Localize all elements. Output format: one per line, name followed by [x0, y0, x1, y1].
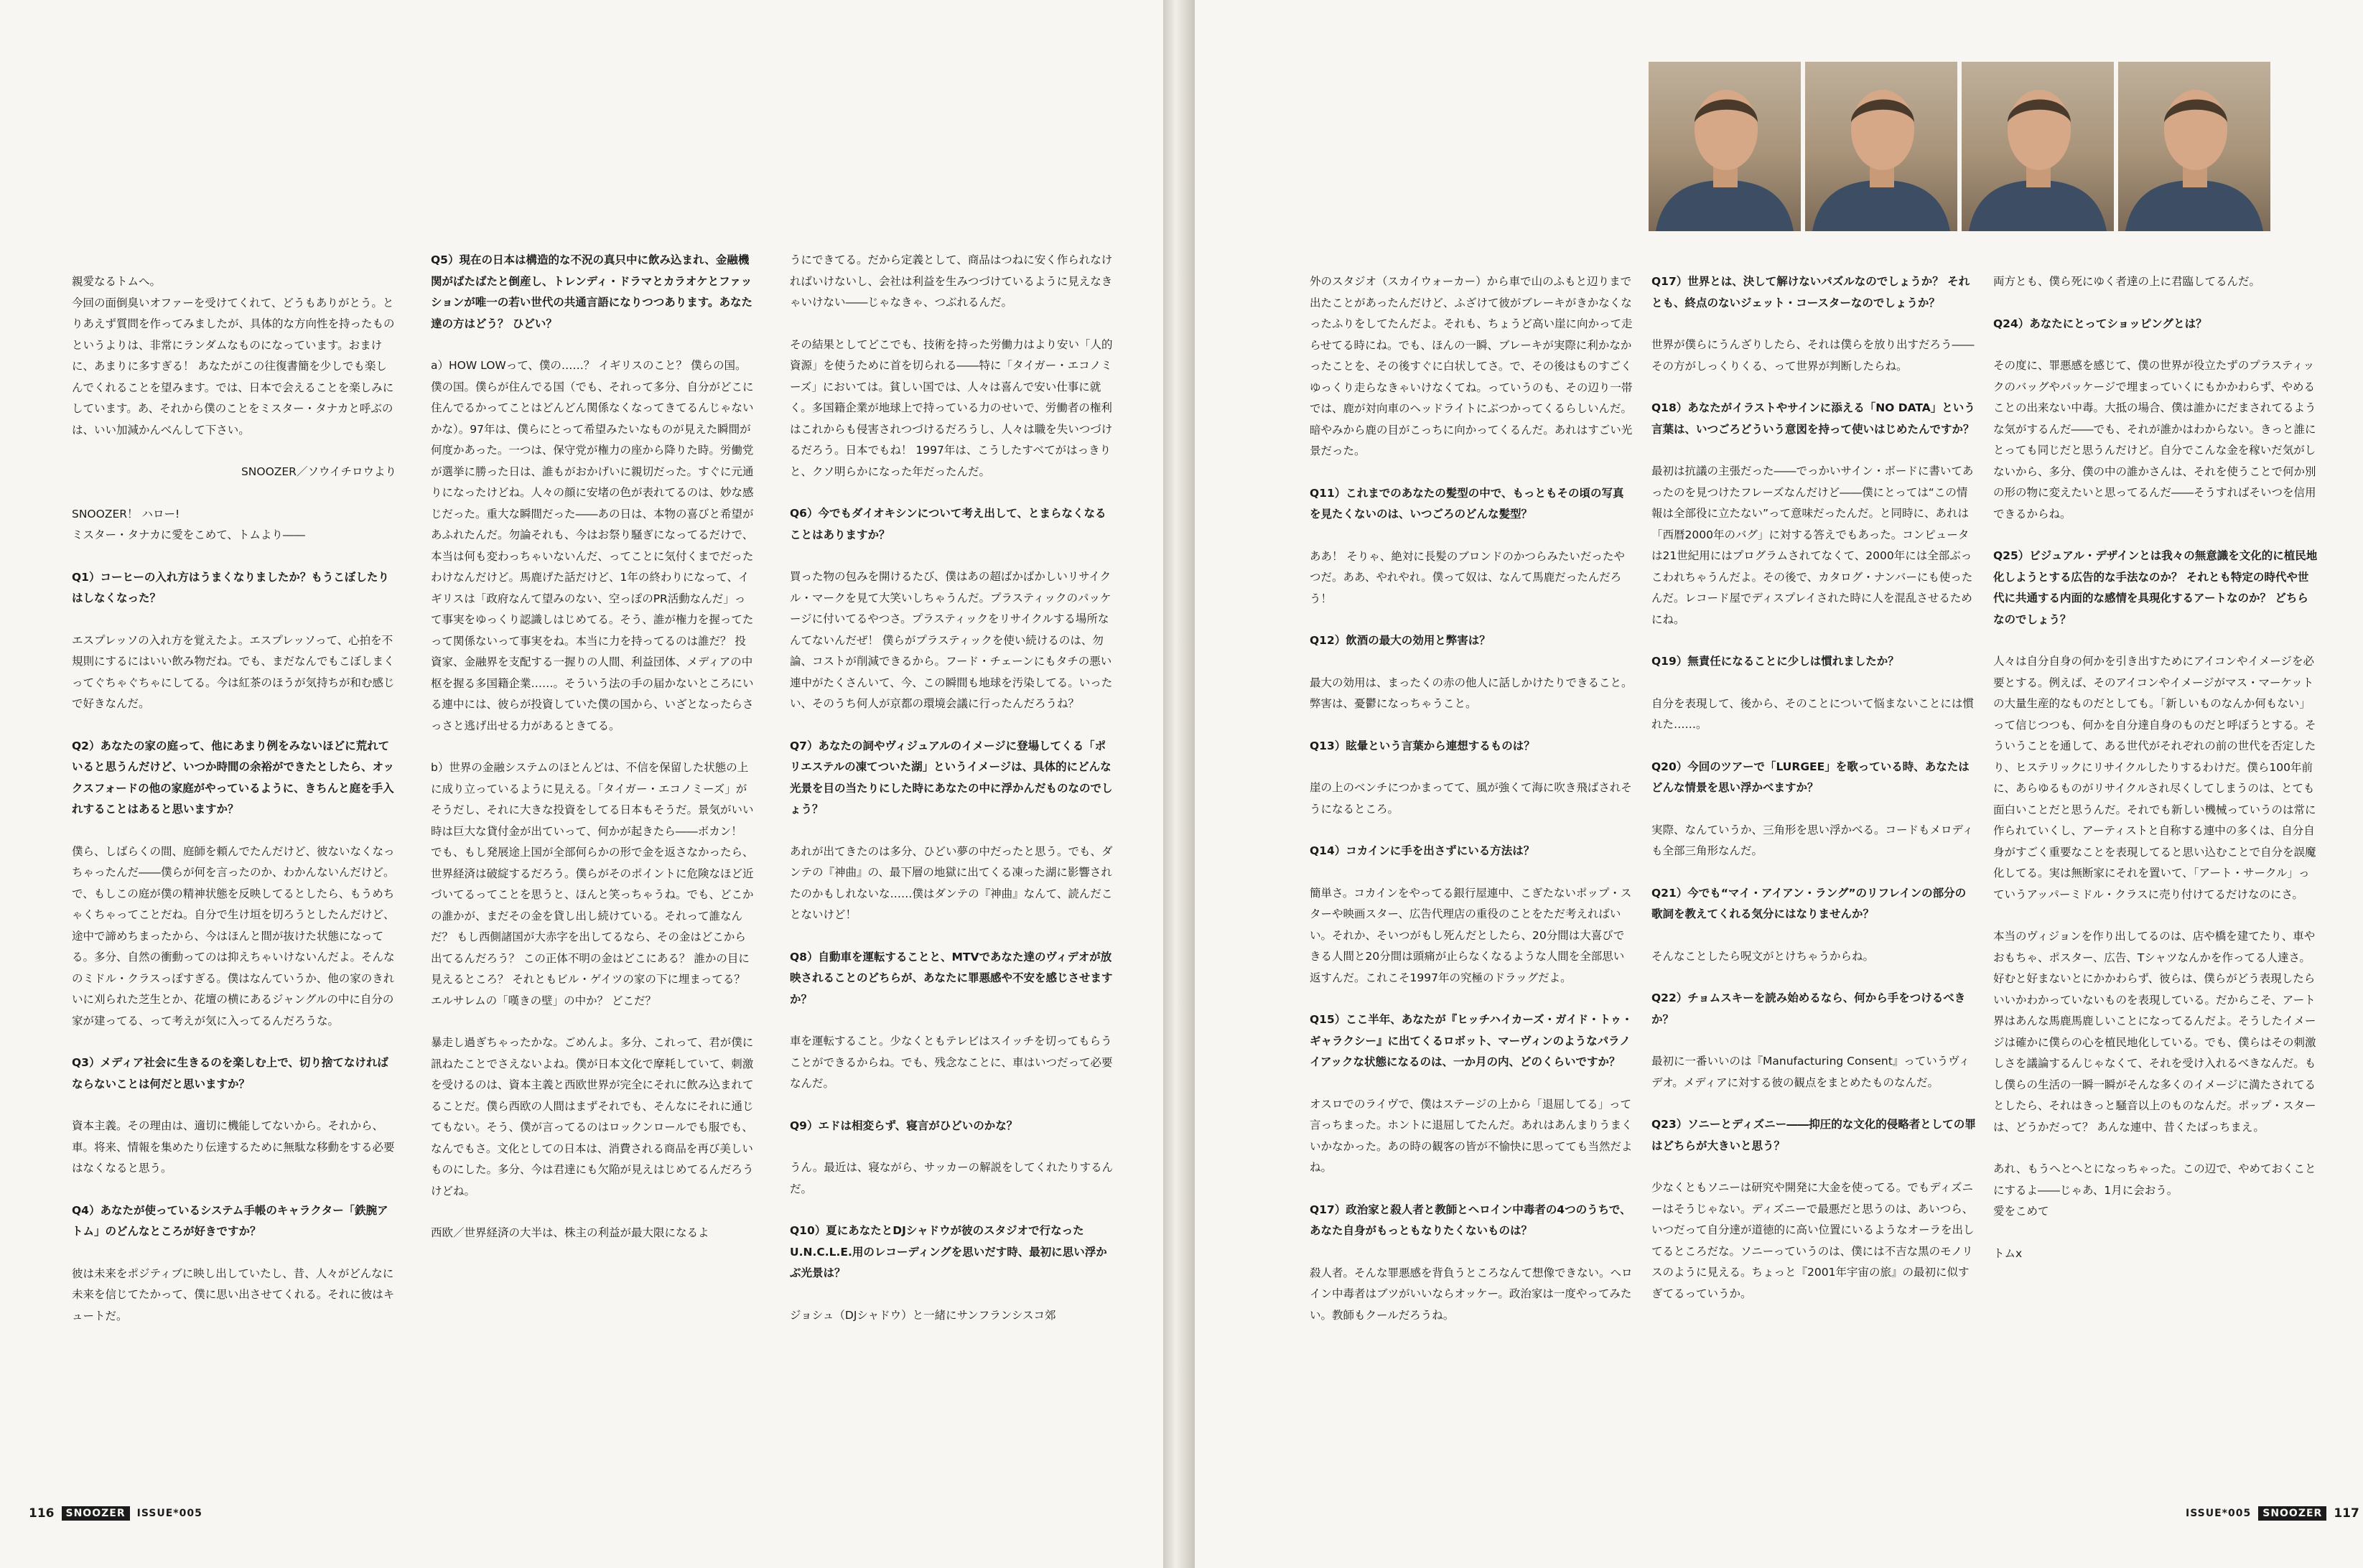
issue-label: ISSUE*005 [2186, 1508, 2252, 1519]
body-paragraph: 世界が僕らにうんざりしたら、それは僕らを放り出すだろう――その方がしっくりくる、って世界が判断したらね。 [1651, 338, 1975, 373]
question-text: Q11）これまでのあなたの髪型の中で、もっともその頃の写真を見たくないのは、いつごろのどんな髪型？ [1310, 486, 1624, 521]
body-paragraph: うん。最近は、寝ながら、サッカーの解説をしてくれたりするんだ。 [790, 1161, 1114, 1195]
body-paragraph: 外のスタジオ（スカイウォーカー）から車で山のふもと辺りまで出たことがあったんだけど、ふざけて彼がブレーキがきかなくなったふりをしてたんだよ。それも、ちょうど高い崖に向かって走らせてる時にね。でも、ほんの一瞬、ブレーキが実際に利かなかったことを、その後すぐに白状してさ。で、その後はものすごくゆっくり走らなきゃいけなくてね。っていうのも、その辺り一帯では、鹿が対向車のヘッドライトにぶつかってくるらしいんだ。暗やみから鹿の目がこっちに向かってくるんだ。あれはすごい光景だった。 [1310, 275, 1633, 457]
body-paragraph: あれ、もうへとへとになっちゃった。この辺で、やめておくことにするよ――じゃあ、1月に会おう。 愛をこめて [1993, 1162, 2316, 1218]
question-text: Q20）今回のツアーで「LURGEE」を歌っている時、あなたはどんな情景を思い浮かべますか？ [1651, 760, 1970, 794]
question-text: Q18）あなたがイラストやサインに添える「NO DATA」という言葉は、いつごろどういう意図を持って使いはじめたんですか？ [1651, 401, 1975, 436]
body-paragraph: そんなことしたら呪文がとけちゃうからね。 [1651, 949, 1875, 963]
page-number: 117 [2334, 1506, 2359, 1521]
question-text: Q2）あなたの家の庭って、他にあまり例をみないほどに荒れていると思うんだけど、いつか時間の余裕ができたとしたら、オックスフォードの他の家庭がやっているように、きちんと庭を手入れすることはあると思いますか？ [72, 739, 395, 816]
left-folio [29, 1506, 202, 1521]
right-column-1 [1310, 271, 1634, 1347]
question-text: Q8）自動車を運転することと、MTVであなた達のヴィデオが放映されることのどちらが、あなたに罪悪感や不安を感じさせますか？ [790, 950, 1113, 1006]
right-page [1195, 0, 2363, 1568]
question-text: Q7）あなたの詞やヴィジュアルのイメージに登場してくる「ポリエステルの凍てついた湖」というイメージは、具体的にどんな光景を目の当たりにした時にあなたの中に浮かんだものなのでしょう？ [790, 739, 1113, 816]
question-text: Q4）あなたが使っているシステム手帳のキャラクター「鉄腕アトム」のどんなところが好きですか？ [72, 1203, 388, 1238]
portrait-figure [1962, 62, 2114, 231]
question-text: Q5）現在の日本は構造的な不況の真只中に飲み込まれ、金融機関がばたばたと倒産し、トレンディ・ドラマとカラオケとファッションが唯一の若い世代の共通言語になりつつあります。あなた達の方はどう？ ひどい？ [431, 253, 752, 330]
portrait-figure [1805, 62, 1957, 231]
portrait-figure [2118, 62, 2270, 231]
body-paragraph: 殺人者。そんな罪悪感を背負うところなんて想像できない。ヘロイン中毒者はブツがいいならオッケー。政治家は一度やってみたい。教師もクールだろうね。 [1310, 1266, 1633, 1322]
spine-gutter [1163, 0, 1195, 1568]
body-paragraph: 本当のヴィジョンを作り出してるのは、店や橋を建てたり、車やおもちゃ、ポスター、広告、Tシャツなんかを作ってる人達さ。好むと好まないとにかかわらず、彼らは、僕らがどう表現したらいいかわかっていないものを表現している。だからこそ、アート界はあんな馬鹿馬鹿しいことになってるんだよ。そうしたイメージは確かに僕らの心を植民地化している。でも、僕らはその刺激しさを議論するんじゃなくて、それを受け入れるべきなんだ。もし僕らの生活の一瞬一瞬がそんな多くのイメージに満たされてるとしたら、それはきっと騒音以上のものなんだ。ポップ・スターは、どうかだって？ あんな連中、昔くたばっちまえ。 [1993, 930, 2316, 1134]
body-paragraph: 最初に一番いいのは『Manufacturing Consent』っていうヴィデオ。メディアに対する彼の観点をまとめたものなんだ。 [1651, 1055, 1970, 1089]
body-paragraph: b）世界の金融システムのほとんどは、不信を保留した状態の上に成り立っているように見える。「タイガー・エコノミーズ」がそうだし、それに大きな投資をしてる日本もそうだ。景気がいい時は巨大な貸付金が出ていって、何かが起きたら――ボカン！ でも、もし発展途上国が全部何らかの形で金を返さなかったら、世界経済は破綻するだろう。僕らがそのポイントに危険なほど近づいてるってことを思うと、ほんと笑っちゃうね。でも、どこかの誰かが、まだその金を貸し出し続けている。それって誰なんだ？ もし西側諸国が大赤字を出してるなら、その金はどこから出てるんだろう？ この正体不明の金はどこにある？ 誰かの目に見えるところ？ それともビル・ゲイツの家の下に埋まってる？ エルサレムの「嘆きの壁」の中か？ どこだ？ [431, 761, 754, 1007]
question-text: Q21）今でも“マイ・アイアン・ラング”のリフレインの部分の歌詞を教えてくれる気分にはなりませんか？ [1651, 886, 1967, 920]
left-page [0, 0, 1163, 1568]
brand-logo: SNOOZER [62, 1506, 130, 1521]
body-paragraph: 買った物の包みを開けるたび、僕はあの超ばかばかしいリサイクル・マークを見て大笑いしちゃうんだ。プラスティックのパッケージに付いてるやつさ。プラスティックをリサイクルする場所なんてないんだぜ！ 僕らがプラスティックを使い続けるのは、勿論、コストが削減できるから。フード・チェーンにもタチの悪い連中がたくさんいて、今、この瞬間も地球を汚染してる。いったい、そのうち何人が京都の環境会議に行ったんだろうね？ [790, 570, 1113, 710]
body-paragraph: 実際、なんていうか、三角形を思い浮かべる。コードもメロディも全部三角形なんだ。 [1651, 823, 1974, 857]
body-paragraph: 人々は自分自身の何かを引き出すためにアイコンやイメージを必要とする。例えば、そのアイコンやイメージがマス・マーケットの大量生産的なものだとしても。「新しいものなんか何もない」って信じつつも、何かを自分達自身のものだと呼ぼうとする。そういうことを通して、ある世代がそれぞれの前の世代を否定したり、ヒステリックにリサイクルしたりするわけだ。僕ら100年前に、あらゆるものがリサイクルされ尽くしてしまうのは、とても面白いことだと思うんだ。それでも新しい機械っていうのは常に作られていくし、アーティストと自称する連中の多くは、自分自身がすごく重要なことを表現してると思い込むことで自分を誤魔化してる。実は無断家にそれを置いて、「アート・サークル」っていうアッパーミドル・クラスに売り付けてるだけなのにさ。 [1993, 655, 2316, 901]
question-text: Q9）エドは相変らず、寝言がひどいのかな？ [790, 1119, 1018, 1132]
question-text: Q17）政治家と殺人者と教師とヘロイン中毒者の4つのうちで、あなた自身がもっともなりたくないものは？ [1310, 1203, 1631, 1237]
body-paragraph: 車を運転すること。少なくともテレビはスイッチを切ってもらうことができるからね。でも、残念なことに、車はいつだって必要なんだ。 [790, 1035, 1113, 1090]
signature: トムx [1993, 1246, 2023, 1260]
photo-strip [1649, 62, 2270, 231]
portrait-photo [1962, 62, 2114, 231]
question-text: Q15）ここ半年、あなたが『ヒッチハイカーズ・ガイド・トゥ・ギャラクシー』に出てくるロボット、マーヴィンのようなパラノイアックな状態になるのは、一か月の内、どのくらいですか？ [1310, 1013, 1633, 1068]
question-text: Q22）チョムスキーを読み始めるなら、何から手をつけるべきか？ [1651, 991, 1966, 1026]
question-text: Q25）ビジュアル・デザインとは我々の無意識を文化的に植民地化しようとする広告的な手法なのか？ それとも特定の時代や世代に共通する内面的な感情を具現化するアートなのか？ どちらなのでしょう？ [1993, 549, 2318, 626]
body-paragraph: 簡単さ。コカインをやってる銀行屋連中、こぎたないポップ・スターや映画スター、広告代理店の重役のことをただ考えればいい。それか、そいつがもし死んだとしたら、20分間は大喜びできる人間と20分間は頭痛が止らなくなるような人間を全部思い返すんだ。これこそ1997年の究極のドラッグだよ。 [1310, 886, 1632, 984]
body-paragraph: 彼は未来をポジティブに映し出していたし、昔、人々がどんなに未来を信じてたかって、僕に思い出させてくれる。それに彼はキュートだ。 [72, 1266, 395, 1322]
question-text: Q1）コーヒーの入れ方はうまくなりましたか？もうこぼしたりはしなくなった？ [72, 570, 389, 605]
body-paragraph: うにできてる。だから定義として、商品はつねに安く作られなければいけないし、会社は利益を生みつづけているように見えなきゃいけない――じゃなきゃ、つぶれるんだ。 [790, 253, 1113, 309]
question-text: Q12）飲酒の最大の効用と弊害は？ [1310, 634, 1491, 647]
portrait-photo [1805, 62, 1957, 231]
body-paragraph: 西欧／世界経済の大半は、株主の利益が最大限になるよ [431, 1226, 709, 1239]
body-paragraph: オスロでのライヴで、僕はステージの上から「退屈してる」って言っちまった。ホントに退屈してたんだ。あれはあんまりうまくいかなかった。あの時の観客の皆が不愉快に思ってても当然だよね。 [1310, 1097, 1633, 1174]
question-text: Q3）メディア社会に生きるのを楽しむ上で、切り捨てなければならないことは何だと思いますか？ [72, 1056, 388, 1091]
right-column-3 [1993, 271, 2318, 1285]
body-paragraph: 暴走し過ぎちゃったかな。ごめんよ。多分、これって、君が僕に訊ねたことでさえないよね。僕が日本文化で摩耗していて、刺激を受けるのは、資本主義と西欧世界が完全にそれに飲み込まれてることだ。僕ら西欧の人間はまずそれでも、そんなにそれに通じてもない。そう、僕が言ってるのはロックンロールでも服でも、なんでもさ。文化としての日本は、消費される商品を再び美しいものにした。多分、今は君達にも欠陥が見えはじめてるんだろうけどね。 [431, 1036, 754, 1198]
body-paragraph: その結果としてどこでも、技術を持った労働力はより安い「人的資源」を使うために首を切られる――特に「タイガー・エコノミーズ」においては。貧しい国では、人々は喜んで安い仕事に就く。多国籍企業が地球上で持っている力のせいで、労働者の権利はこれからも侵害されつづけるだろうし、人々は職を失いつづけるだろう。日本でもね！ 1997年は、こうしたすべてがはっきりと、クソ明らかになった年だったんだ。 [790, 337, 1113, 478]
brand-logo: SNOOZER [2258, 1506, 2326, 1521]
right-folio [2186, 1506, 2359, 1521]
body-paragraph: 最初は抗議の主張だった――でっかいサイン・ボードに書いてあったのを見つけたフレーズなんだけど――僕にとっては“この情報は全部役に立たない”って意味だったんだ。と同時に、あれは「西暦2000年のバグ」に対する答えでもあった。コンピュータは21世紀用にはプログラムされてなくて、2000年には全部ぶっこわれちゃうんだよ。その後で、カタログ・ナンバーにも使ったんだ。レコード屋でディスプレイされた時に人を混乱させるためにね。 [1651, 465, 1974, 626]
portrait-figure [1649, 62, 1801, 231]
question-text: Q19）無責任になることに少しは慣れましたか？ [1651, 655, 1899, 668]
body-paragraph: 崖の上のベンチにつかまってて、風が強くて海に吹き飛ばされそうになるところ。 [1310, 781, 1632, 816]
body-paragraph: あれが出てきたのは多分、ひどい夢の中だったと思う。でも、ダンテの『神曲』の、最下層の地獄に出てくる凍った湖に影響されたのかもしれないな……僕はダンテの『神曲』なんて、読んだことないけど！ [790, 844, 1113, 921]
left-column-3 [790, 250, 1114, 1347]
question-text: Q6）今でもダイオキシンについて考え出して、とまらなくなることはありますか？ [790, 507, 1106, 541]
portrait-photo [2118, 62, 2270, 231]
question-text: Q23）ソニーとディズニー――抑圧的な文化的侵略者としての罪はどちらが大きいと思う？ [1651, 1118, 1976, 1152]
left-column-2 [431, 250, 755, 1265]
portrait-photo [1649, 62, 1801, 231]
body-paragraph: SNOOZER！ ハロー! ミスター・タナカに愛をこめて、トムより―― [72, 507, 305, 541]
question-text: Q24）あなたにとってショッピングとは？ [1993, 317, 2207, 330]
question-text: Q13）眩暈という言葉から連想するものは？ [1310, 739, 1535, 752]
question-text: Q14）コカインに手を出さずにいる方法は？ [1310, 844, 1535, 857]
body-paragraph: 資本主義。その理由は、適切に機能してないから。それから、車。将来、情報を集めたり伝達するために無駄な移動をする必要はなくなると思う。 [72, 1119, 395, 1175]
signature: SNOOZER／ソウイチロウより [241, 465, 396, 478]
question-text: Q10）夏にあなたとDJシャドウが彼のスタジオで行なったU.N.C.L.E.用のレコーディングを思いだす時、最初に思い浮かぶ光景は？ [790, 1224, 1107, 1279]
body-paragraph: 少なくともソニーは研究や開発に大金を使ってる。でもディズニーはそうじゃない。ディズニーで最悪だと思うのは、あいつら、いつだって自分達が道徳的に高い位置にいるようなオーラを出してるところだな。ソニーっていうのは、僕には不吉な黒のモノリスのように見える。ちょっと『2001年宇宙の旅』の最初に似すぎてるっていうか。 [1651, 1181, 1975, 1300]
body-paragraph: エスプレッソの入れ方を覚えたよ。エスプレッソって、心拍を不規則にするにはいい飲み物だね。でも、まだなんでもこぼしまくってぐちゃぐちゃにしてる。今は紅茶のほうが気持ちが和む感じで好きなんだ。 [72, 633, 395, 710]
body-paragraph: 両方とも、僕ら死にゆく者達の上に君臨してるんだ。 [1993, 275, 2261, 288]
body-paragraph: a）HOW LOWって、僕の……？ イギリスのこと？ 僕らの国。僕の国。僕らが住んでる国（でも、それって多分、自分がどこに住んでるかってことはどんどん関係なくなってきてるんじゃないかな）。97年は、僕らにとって希望みたいなものが見えた瞬間が何度かあった。一つは、保守党が権力の座から降りた時。労働党が選挙に勝った日は、誰もがおかげいに親切だった。すぐに元通りになったけどね。人々の顔に安堵の色が表れてるのは、妙な感じだった。重大な瞬間だった――あの日は、本物の喜びと希望があふれたんだ。勿論それも、今はお祭り騒ぎになってるだけで、本当は何も変わっちゃいないんだ、ってことに気付くまでだったわけなんだけど。馬鹿げた話だけど、1年の終わりになって、イギリスは「政府なんて望みのない、空っぽのPR活動なんだ」って事実をゆっくり認識しはじめてる。そう、誰が権力を握ってたって関係ないって事実をね。本当に力を持ってるのは誰だ？ 投資家、金融界を支配する一握りの人間、利益団体、メディアの中枢を握る多国籍企業……。そういう法の手の届かないところにいる連中には、彼らが投資していた僕の国から、いざとなったらさっさと逃げ出せる力があるときてる。 [431, 359, 754, 732]
body-paragraph: 僕ら、しばらくの間、庭師を頼んでたんだけど、彼ないなくなっちゃったんだ――僕らが何を言ったのか、わかんないんだけど。で、もしこの庭が僕の精神状態を反映してるとしたら、もうめちゃくちゃってことだね。自分で生け垣を切ろうとしたんだけど、途中で諦めちまったから、今はほんと間が抜けた状態になってる。多分、自然の衝動ってのは抑えちゃいけないんだよ。そんなのミドル・クラスっぽすぎる。僕はなんていうか、他の家のきれいに刈られた芝生とか、花壇の横にあるジャングルの中に自分の家が建ってる、って考えが気に入ってるんだろうな。 [72, 844, 395, 1027]
body-paragraph: その度に、罪悪感を感じて、僕の世界が役立たずのプラスティックのバッグやパッケージで埋まっていくにもかかわらず、やめることの出来ない中毒。大抵の場合、僕は誰かにだまされてるような気がするんだ――でも、それが誰かはわからない。きっと誰にとっても同じだと思うんだけど。自分でこんな金を稼いだ気がしないから、多分、僕の中の誰かさんは、それを使うことで何か別の形の物に変えたいと思ってるんだ――そうすればそいつを信用できるからね。 [1993, 359, 2316, 521]
body-paragraph: 自分を表現して、後から、そのことについて悩まないことには慣れた……。 [1651, 696, 1974, 731]
body-paragraph: ジョシュ（DJシャドウ）と一緒にサンフランシスコ郊 [790, 1308, 1056, 1322]
body-paragraph: 親愛なるトムへ。 今回の面倒臭いオファーを受けてくれて、どうもありがとう。とりあえず質問を作ってみましたが、具体的な方向性を持ったものというよりは、非常にランダムなものになっています。おまけに、あまりに多すぎる！ あなたがこの往復書簡を少しでも楽しんでくれることを望みます。では、日本で会えることを楽しみにしています。あ、それから僕のことをミスター・タナカと呼ぶのは、いい加減かんべんして下さい。 [72, 275, 395, 437]
left-column-1 [72, 271, 396, 1348]
right-column-2 [1651, 271, 1976, 1325]
issue-label: ISSUE*005 [136, 1508, 202, 1519]
body-paragraph: ああ！ そりゃ、絶対に長髪のブロンドのかつらみたいだったやつだ。ああ、やれやれ。僕って奴は、なんて馬鹿だったんだろう！ [1310, 549, 1625, 605]
body-paragraph: 最大の効用は、まったくの赤の他人に話しかけたりできること。弊害は、憂鬱になっちゃうこと。 [1310, 676, 1633, 710]
page-number: 116 [29, 1506, 55, 1521]
question-text: Q17）世界とは、決して解けないパズルなのでしょうか？ それとも、終点のないジェット・コースターなのでしょうか？ [1651, 275, 1970, 309]
